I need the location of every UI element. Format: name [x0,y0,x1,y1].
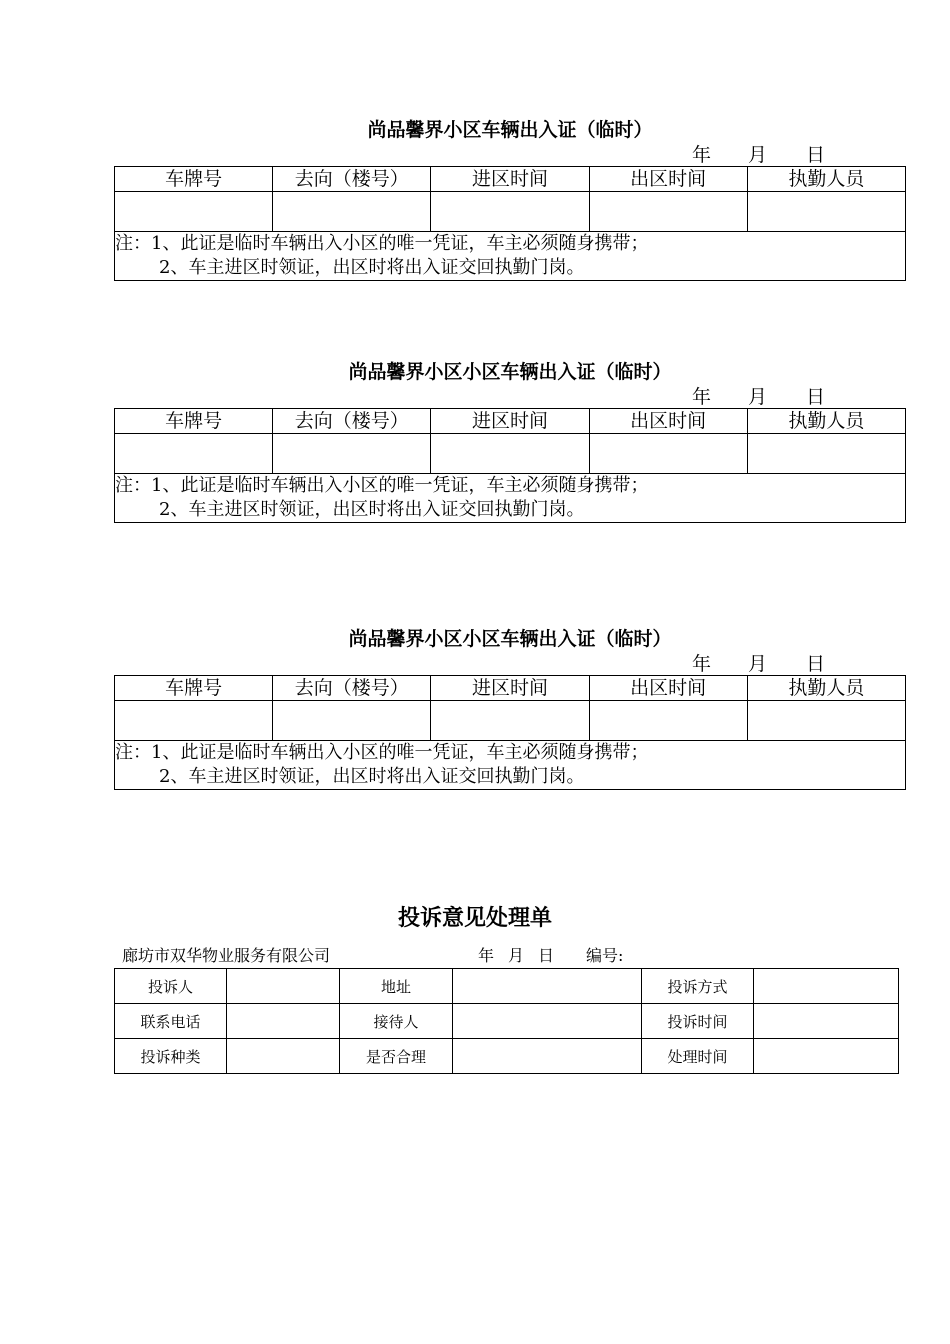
permit-date [114,386,906,408]
cell-entry-time[interactable] [431,192,589,232]
permit-date [114,653,906,675]
col-exit-time: 出区时间 [589,676,747,701]
cell-guard[interactable] [747,192,905,232]
serial-label: 编号: [586,946,624,965]
permit-title: 尚品馨界小区小区车辆出入证（临时） [348,361,672,383]
col-entry-time: 进区时间 [431,409,589,434]
date-month: 月 [748,144,768,166]
cell-destination[interactable] [273,701,431,741]
col-destination: 去向（楼号） [273,167,431,192]
cell-guard[interactable] [747,701,905,741]
date-day: 日 [806,386,826,408]
col-guard: 执勤人员 [747,676,905,701]
col-guard: 执勤人员 [747,167,905,192]
note-line-1: 注：1、此证是临时车辆出入小区的唯一凭证，车主必须随身携带； [115,233,649,254]
col-exit-time: 出区时间 [589,167,747,192]
label-handling-time: 处理时间 [642,1039,754,1074]
date-year: 年 [478,946,495,965]
note-line-1: 注：1、此证是临时车辆出入小区的唯一凭证，车主必须随身携带； [115,742,649,763]
col-exit-time: 出区时间 [589,409,747,434]
complaint-title: 投诉意见处理单 [397,905,552,931]
permit-2 [114,358,906,523]
col-destination: 去向（楼号） [273,409,431,434]
col-entry-time: 进区时间 [431,167,589,192]
date-month: 月 [508,946,525,965]
label-reasonable: 是否合理 [340,1039,453,1074]
permit-1 [114,116,906,281]
date-year: 年 [692,386,712,408]
col-plate: 车牌号 [115,167,273,192]
date-month: 月 [748,386,768,408]
permit-title: 尚品馨界小区小区车辆出入证（临时） [348,628,672,650]
permit-table [114,166,906,281]
col-entry-time: 进区时间 [431,676,589,701]
cell-guard[interactable] [747,434,905,474]
value-receiver[interactable] [453,1004,642,1039]
value-complaint-type[interactable] [227,1039,340,1074]
cell-destination[interactable] [273,434,431,474]
cell-entry-time[interactable] [431,701,589,741]
value-phone[interactable] [227,1004,340,1039]
cell-exit-time[interactable] [589,434,747,474]
note-line-2: 2、车主进区时领证，出区时将出入证交回执勤门岗。 [159,257,585,278]
col-destination: 去向（楼号） [273,676,431,701]
cell-entry-time[interactable] [431,434,589,474]
note-line-2: 2、车主进区时领证，出区时将出入证交回执勤门岗。 [159,766,585,787]
value-reasonable[interactable] [453,1039,642,1074]
label-complaint-time: 投诉时间 [642,1004,754,1039]
date-year: 年 [692,144,712,166]
cell-exit-time[interactable] [589,701,747,741]
label-complaint-type: 投诉种类 [115,1039,227,1074]
cell-plate[interactable] [115,434,273,474]
date-day: 日 [806,144,826,166]
date-day: 日 [806,653,826,675]
cell-plate[interactable] [115,701,273,741]
cell-plate[interactable] [115,192,273,232]
permit-note [115,232,906,281]
date-month: 月 [748,653,768,675]
value-complaint-method[interactable] [754,969,899,1004]
value-complaint-time[interactable] [754,1004,899,1039]
complaint-table [114,968,899,1074]
permit-note [115,741,906,790]
company-name: 廊坊市双华物业服务有限公司 [122,946,331,965]
date-day: 日 [538,946,555,965]
note-line-1: 注：1、此证是临时车辆出入小区的唯一凭证，车主必须随身携带； [115,475,649,496]
date-year: 年 [692,653,712,675]
note-line-2: 2、车主进区时领证，出区时将出入证交回执勤门岗。 [159,499,585,520]
permit-3 [114,625,906,790]
col-guard: 执勤人员 [747,409,905,434]
permit-table [114,408,906,523]
complaint-meta [0,944,950,968]
permit-table [114,675,906,790]
col-plate: 车牌号 [115,676,273,701]
label-address: 地址 [340,969,453,1004]
permit-title: 尚品馨界小区车辆出入证（临时） [367,119,653,141]
cell-exit-time[interactable] [589,192,747,232]
col-plate: 车牌号 [115,409,273,434]
value-address[interactable] [453,969,642,1004]
value-handling-time[interactable] [754,1039,899,1074]
cell-destination[interactable] [273,192,431,232]
label-complaint-method: 投诉方式 [642,969,754,1004]
label-receiver: 接待人 [340,1004,453,1039]
label-phone: 联系电话 [115,1004,227,1039]
permit-note [115,474,906,523]
permit-date [114,144,906,166]
label-complainant: 投诉人 [115,969,227,1004]
value-complainant[interactable] [227,969,340,1004]
